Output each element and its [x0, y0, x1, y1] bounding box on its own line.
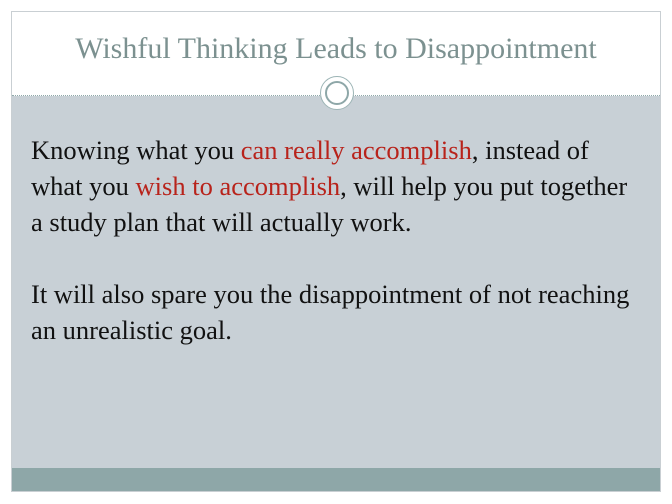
paragraph-1-text-b: , instead of what you [31, 135, 589, 201]
highlight-can-really-accomplish: can really accomplish [240, 135, 472, 165]
slide [11, 11, 661, 492]
paragraph-1-text-c: , will help you put together a study plan that will actually work. [31, 171, 628, 237]
circle-ornament-icon [320, 76, 354, 110]
slide-title: Wishful Thinking Leads to Disappointment [75, 32, 597, 65]
footer-bar [12, 468, 660, 491]
slide-body [31, 132, 643, 348]
paragraph-2: It will also spare you the disappointment of not reaching an unrealistic goal. [31, 279, 630, 345]
paragraph-1-text-a: Knowing what you [31, 135, 241, 165]
circle-ornament-inner [325, 81, 349, 105]
paragraph-1 [31, 132, 643, 240]
highlight-wish-to-accomplish: wish to accomplish [135, 171, 341, 201]
